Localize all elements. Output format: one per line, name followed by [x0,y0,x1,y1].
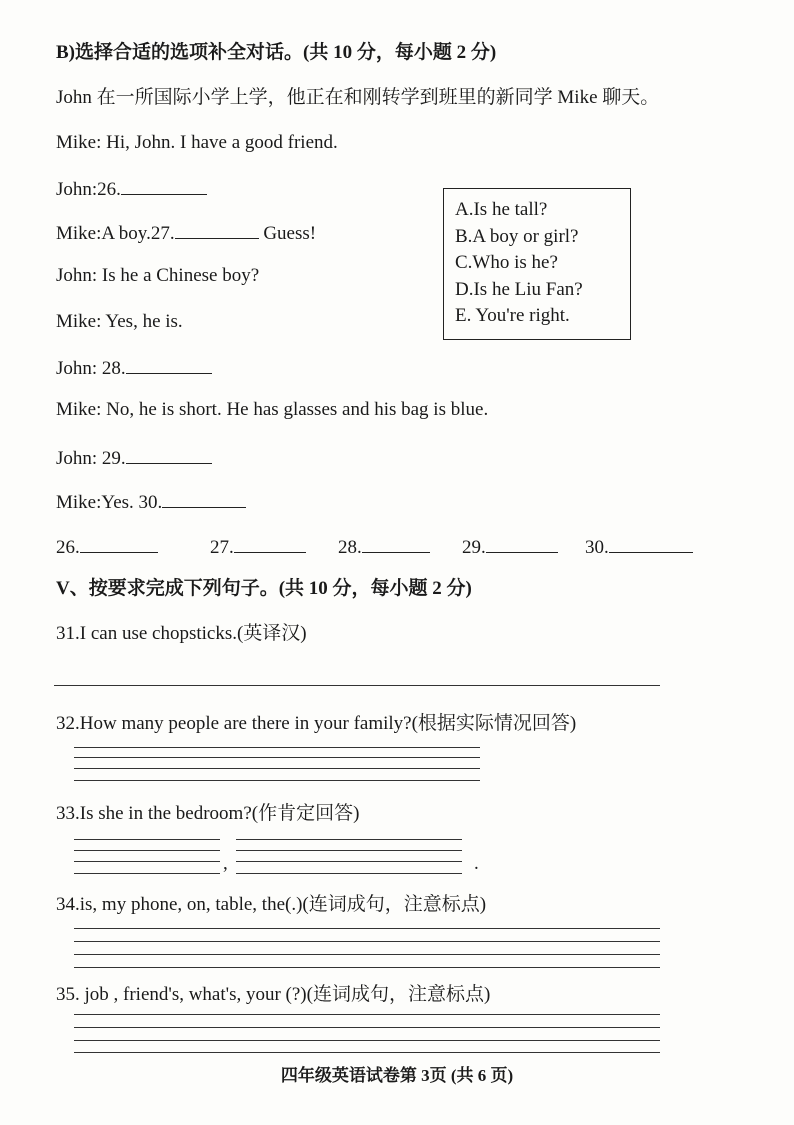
answer-line-34d [74,967,660,968]
answer-line[interactable] [609,534,693,553]
answer-blank-27[interactable] [175,220,259,239]
dialogue-text: Mike: Hi, John. I have a good friend. [56,132,338,153]
answer-line[interactable] [486,534,558,553]
question-31: 31.I can use chopsticks.(英译汉) [56,623,307,644]
dialogue-text: Mike:A boy.27. [56,223,175,244]
dialogue-line-3 [56,220,316,246]
dialogue-line-4 [56,264,259,288]
answer-item-30 [585,534,693,560]
answer-line-35c [74,1040,660,1041]
dialogue-text: Mike:Yes. 30. [56,492,163,513]
dialogue-text: John: Is he a Chinese boy? [56,265,260,286]
answer-line-33h [236,873,462,874]
options-box [443,188,631,340]
dialogue-line-2 [56,176,207,202]
answer-line-34c [74,954,660,955]
answer-line-31[interactable] [54,685,660,686]
option-b: B.A boy or girl? [455,225,579,247]
dialogue-text: John: 29. [56,448,126,469]
dialogue-line-6 [56,355,212,381]
answer-blank-30[interactable] [162,489,246,508]
section-b-title: B)选择合适的选项补全对话。(共 10 分，每小题 2 分) [56,42,497,63]
dialogue-line-7 [56,398,488,422]
answer-label: 27. [210,537,234,558]
answer-line-33d [74,873,220,874]
answer-line-32d [74,780,480,781]
answer-line-35d [74,1052,660,1053]
dialogue-text: Mike: Yes, he is. [56,311,183,332]
answer-line-34b [74,941,660,942]
answer-label: 29. [462,537,486,558]
option-c: C.Who is he? [455,252,558,273]
section-v-title: V、按要求完成下列句子。(共 10 分，每小题 2 分) [56,578,472,599]
dialogue-line-9 [56,489,246,515]
answer-line-33a[interactable] [74,839,220,840]
answer-line-33f [236,850,462,851]
page-footer: 四年级英语试卷第 3页 (共 6 页) [280,1066,514,1085]
answer-item-26 [56,534,158,560]
answer-label: 26. [56,537,80,558]
answer-line[interactable] [362,534,430,553]
q33-comma: , [223,853,228,874]
answer-blank-28[interactable] [126,355,212,374]
answer-label: 28. [338,537,362,558]
answer-item-28 [338,534,430,560]
dialogue-line-5 [56,310,183,334]
answer-line-34a[interactable] [74,928,660,929]
dialogue-text: Mike: No, he is short. He has glasses and his bag is blue. [56,399,489,420]
answer-line-33b [74,850,220,851]
answer-line-32c [74,768,480,769]
answer-item-27 [210,534,306,560]
option-d: D.Is he Liu Fan? [455,278,583,300]
dialogue-text: John: 28. [56,358,126,379]
answer-line-32b [74,757,480,758]
answer-line-33e[interactable] [236,839,462,840]
section-b-intro: John 在一所国际小学上学，他正在和刚转学到班里的新同学 Mike 聊天。 [56,87,660,108]
answer-line[interactable] [234,534,306,553]
answer-line[interactable] [80,534,158,553]
question-34: 34.is, my phone, on, table, the(.)(连词成句，注意标点) [56,894,487,915]
question-35: 35. job , friend's, what's, your (?)(连词成句，注意标点) [56,984,491,1005]
question-33: 33.Is she in the bedroom?(作肯定回答) [56,803,360,824]
option-e: E. You're right. [455,305,570,326]
answer-label: 30. [585,537,609,558]
answer-blank-26[interactable] [121,176,207,195]
answer-line-33g [236,861,462,862]
question-32: 32.How many people are there in your family?(根据实际情况回答) [56,713,577,734]
answer-line-35a[interactable] [74,1014,660,1015]
dialogue-line-1 [56,131,338,155]
dialogue-text-after: Guess! [258,223,317,244]
answer-line-33c [74,861,220,862]
answer-line-32a[interactable] [74,747,480,748]
dialogue-text: John:26. [56,179,121,200]
dialogue-line-8 [56,445,212,471]
q33-period: . [474,853,479,874]
option-a: A.Is he tall? [455,199,548,220]
answer-line-35b [74,1027,660,1028]
answer-item-29 [462,534,558,560]
answer-blank-29[interactable] [126,445,212,464]
